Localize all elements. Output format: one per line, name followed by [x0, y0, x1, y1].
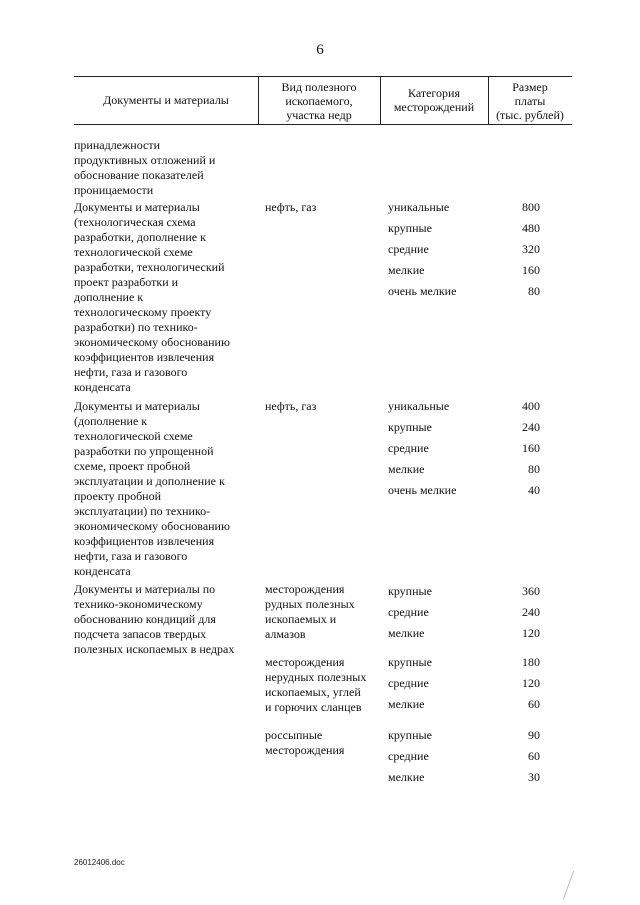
row-2-fee: 160	[522, 441, 540, 455]
row-2-fee: 40	[528, 483, 540, 497]
row-3-document: Документы и материалы по технико-экономическому обоснованию кондиций для подсчета запасов твердых полезных ископаемых в недрах	[74, 582, 235, 656]
row-1-category: мелкие	[388, 263, 425, 277]
row-3-group-2-category: средние	[388, 676, 429, 690]
row-2-category: мелкие	[388, 462, 425, 476]
file-name-footer: 26012406.doc	[74, 858, 125, 867]
row-1-fee: 800	[522, 200, 540, 214]
row-2-fee: 240	[522, 420, 540, 434]
row-2-category: очень мелкие	[388, 483, 457, 497]
header-deposit-category: Категория месторождений	[393, 86, 475, 114]
row-1-category: средние	[388, 242, 429, 256]
row-3-group-2-category: крупные	[388, 655, 432, 669]
row-3-group-1-category: мелкие	[388, 626, 425, 640]
row-3-group-2-fee: 180	[522, 655, 540, 669]
row-3-group-3-fee: 90	[528, 728, 540, 742]
row-1-fee: 320	[522, 242, 540, 256]
header-fee-size: Размер платы (тыс. рублей)	[496, 80, 564, 122]
row-3-group-3-fee: 60	[528, 749, 540, 763]
row-1-fee: 80	[528, 284, 540, 298]
row-3-group-1-fee: 120	[522, 626, 540, 640]
row-3-group-2-mineral: месторождения нерудных полезных ископаемых, углей и горючих сланцев	[265, 655, 367, 714]
header-top-rule	[74, 76, 572, 77]
row-2-mineral: нефть, газ	[265, 399, 317, 413]
row-2-document: Документы и материалы (дополнение к технологической схеме разработки по упрощенной схеме, проект пробной эксплуатации и дополнение к проекту пробной эксплуатации) по технико- экономическому обоснованию коэффициентов извлечения нефти, газа и газового конденсата	[74, 399, 230, 578]
row-1-category: очень мелкие	[388, 284, 457, 298]
row-3-group-2-fee: 60	[528, 697, 540, 711]
row-3-group-3-category: мелкие	[388, 770, 425, 784]
header-bottom-rule	[74, 124, 572, 125]
row-3-group-3-category: крупные	[388, 728, 432, 742]
row-1-document: Документы и материалы (технологическая схема разработки, дополнение к технологической схеме разработки, технологический проект разработки и дополнение к технологическому проекту разработки) по технико- экономическому обоснованию коэффициентов извлечения нефти, газа и газового конденсата	[74, 200, 230, 394]
row-3-group-1-fee: 240	[522, 605, 540, 619]
row-3-group-2-category: мелкие	[388, 697, 425, 711]
header-documents: Документы и материалы	[103, 93, 229, 107]
row-3-group-1-fee: 360	[522, 584, 540, 598]
row-3-group-1-category: крупные	[388, 584, 432, 598]
row-1-category: крупные	[388, 221, 432, 235]
header-mineral-type: Вид полезного ископаемого, участка недр	[281, 80, 357, 122]
row-1-mineral: нефть, газ	[265, 200, 317, 214]
row-3-group-2-fee: 120	[522, 676, 540, 690]
row-3-group-1-category: средние	[388, 605, 429, 619]
continuation-text: принадлежности продуктивных отложений и обоснование показателей проницаемости	[74, 138, 216, 197]
row-1-category: уникальные	[388, 200, 450, 214]
scan-mark	[563, 871, 574, 900]
row-2-category: средние	[388, 441, 429, 455]
row-1-fee: 160	[522, 263, 540, 277]
row-3-group-3-fee: 30	[528, 770, 540, 784]
row-2-category: уникальные	[388, 399, 450, 413]
row-3-group-3-mineral: россыпные месторождения	[265, 728, 345, 757]
page-number: 6	[316, 42, 324, 58]
row-3-group-3-category: средние	[388, 749, 429, 763]
row-2-category: крупные	[388, 420, 432, 434]
row-3-group-1-mineral: месторождения рудных полезных ископаемых и алмазов	[265, 582, 355, 641]
row-2-fee: 400	[522, 399, 540, 413]
row-2-fee: 80	[528, 462, 540, 476]
row-1-fee: 480	[522, 221, 540, 235]
